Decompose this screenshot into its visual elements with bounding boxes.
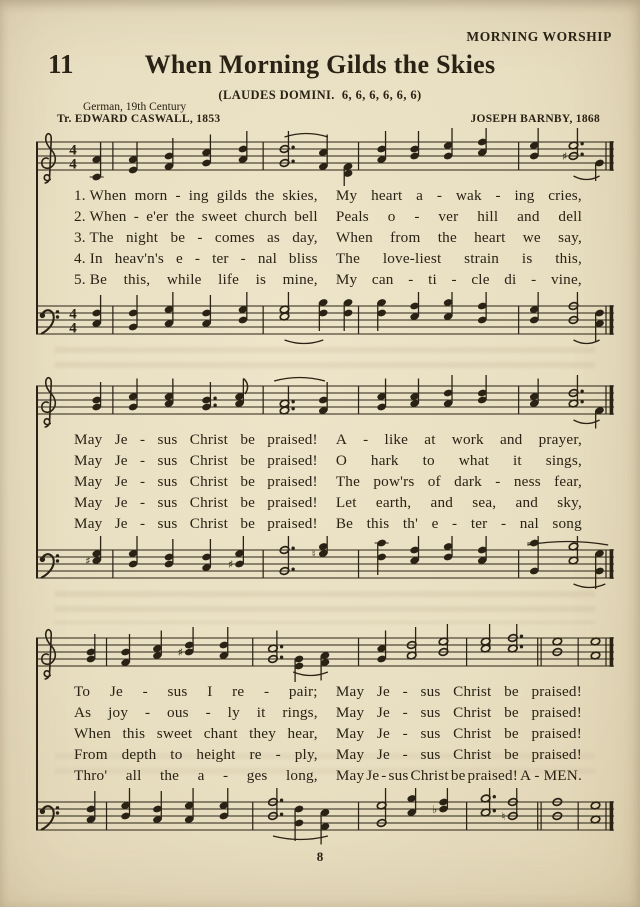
lyric-token: praised! bbox=[531, 704, 582, 721]
lyric-token: sus bbox=[420, 683, 441, 700]
lyric-token: re bbox=[232, 683, 245, 700]
lyric-token: hear, bbox=[287, 725, 318, 742]
lyric-token: - bbox=[402, 683, 408, 700]
lyric-token: the bbox=[159, 767, 180, 784]
lyric-token: be bbox=[240, 431, 256, 448]
lyric-token: Je bbox=[109, 683, 123, 700]
svg-text:♯: ♯ bbox=[227, 558, 234, 572]
lyric-token: - bbox=[531, 271, 537, 288]
lyric-token: Christ bbox=[410, 767, 449, 784]
lyric-token: morn bbox=[134, 187, 168, 204]
lyric-token: sus bbox=[157, 515, 178, 532]
translator-credit: Tr. EDWARD CASWALL, 1853 bbox=[57, 113, 221, 125]
lyric-token: O bbox=[335, 452, 347, 469]
lyric-token: 5. Be bbox=[74, 271, 108, 288]
lyric-token: as bbox=[266, 229, 281, 246]
lyric-token: May bbox=[335, 725, 365, 742]
lyric-token: work bbox=[451, 431, 484, 448]
lyric-token: - bbox=[144, 704, 151, 721]
lyric-token: this bbox=[122, 725, 146, 742]
lyric-token: sea, bbox=[472, 494, 497, 511]
lyric-phrase bbox=[74, 704, 318, 722]
lyric-token: Je bbox=[376, 725, 390, 742]
lyric-token: May bbox=[74, 431, 103, 448]
lyric-phrase bbox=[336, 704, 582, 722]
lyric-token: be bbox=[240, 452, 256, 469]
lyric-line bbox=[74, 229, 582, 250]
lyric-token: - bbox=[139, 515, 146, 532]
lyric-token: Christ bbox=[453, 725, 492, 742]
lyric-line bbox=[74, 187, 582, 208]
lyric-token: May bbox=[335, 704, 365, 721]
tune-name-meter: (LAUDES DOMINI. 6, 6, 6, 6, 6, 6) bbox=[218, 88, 422, 102]
lyric-token: - bbox=[402, 725, 408, 742]
music-system-2 bbox=[30, 372, 612, 594]
lyric-token: re bbox=[249, 746, 262, 763]
lyric-token: this bbox=[366, 515, 390, 532]
lyric-token: - bbox=[263, 683, 270, 700]
lyric-token: My bbox=[335, 187, 358, 204]
lyric-token: love-liest bbox=[382, 250, 442, 267]
verse-block-1 bbox=[74, 187, 582, 292]
lyric-token: I bbox=[207, 683, 213, 700]
lyric-token: be bbox=[240, 515, 256, 532]
lyric-token: be bbox=[504, 704, 519, 721]
system-barline bbox=[36, 142, 38, 334]
svg-text:4: 4 bbox=[69, 156, 77, 173]
lyric-token: Be bbox=[335, 515, 354, 532]
lyric-line bbox=[74, 452, 582, 473]
lyric-token: Je bbox=[114, 515, 128, 532]
lyric-token: di bbox=[504, 271, 517, 288]
lyric-token: - bbox=[408, 271, 414, 288]
lyric-phrase bbox=[74, 725, 318, 743]
lyric-token: praised! bbox=[267, 473, 318, 490]
lyric-token: o bbox=[387, 208, 396, 225]
lyric-phrase bbox=[336, 187, 582, 205]
lyric-token: Je bbox=[376, 704, 390, 721]
lyric-token: joy bbox=[108, 704, 129, 721]
page-number: 8 bbox=[316, 849, 324, 864]
lyric-token: dark bbox=[454, 473, 482, 490]
lyric-token: sings, bbox=[545, 452, 582, 469]
lyric-token: - bbox=[139, 473, 146, 490]
bass-staff bbox=[36, 536, 614, 594]
treble-staff bbox=[36, 624, 614, 682]
bass-staff bbox=[36, 292, 614, 350]
lyric-line bbox=[74, 431, 582, 452]
lyric-token: heart bbox=[371, 187, 403, 204]
lyric-token: bell bbox=[294, 208, 318, 225]
lyric-token: From bbox=[74, 746, 108, 763]
lyric-token: ness bbox=[513, 473, 541, 490]
lyric-token: ter bbox=[470, 515, 488, 532]
lyric-token: like bbox=[384, 431, 409, 448]
lyric-token: and bbox=[515, 494, 539, 511]
svg-text:4: 4 bbox=[69, 306, 77, 323]
lyric-phrase bbox=[336, 494, 582, 512]
lyric-token: Christ bbox=[189, 431, 229, 448]
lyric-token: the bbox=[175, 208, 195, 225]
lyric-line bbox=[74, 767, 582, 788]
lyric-phrase bbox=[74, 250, 318, 268]
lyric-phrase bbox=[74, 187, 318, 205]
lyric-token: ter bbox=[212, 250, 229, 267]
lyric-token: - bbox=[381, 767, 387, 784]
running-head: MORNING WORSHIP bbox=[466, 29, 612, 44]
lyric-token: is bbox=[255, 271, 267, 288]
lyric-token: - bbox=[495, 187, 501, 204]
lyric-token: all bbox=[125, 767, 142, 784]
lyric-token: - bbox=[205, 704, 211, 721]
lyric-token: height bbox=[196, 746, 236, 763]
lyric-token: - bbox=[452, 515, 458, 532]
lyric-token: ver bbox=[438, 208, 459, 225]
lyric-token: nal bbox=[519, 515, 539, 532]
lyric-token: can bbox=[371, 271, 394, 288]
lyric-token: Thro' bbox=[74, 767, 108, 784]
lyric-token: ges bbox=[246, 767, 268, 784]
lyric-token: comes bbox=[214, 229, 255, 246]
lyric-token: The bbox=[335, 250, 361, 267]
lyric-token: this, bbox=[555, 250, 582, 267]
lyric-token: gilds bbox=[216, 187, 248, 204]
lyric-token: - bbox=[197, 229, 203, 246]
lyric-token: Je bbox=[366, 767, 380, 784]
lyric-token: rings, bbox=[282, 704, 318, 721]
lyric-token: May bbox=[335, 746, 365, 763]
lyric-token: and bbox=[517, 208, 540, 225]
lyric-token: hark bbox=[370, 452, 399, 469]
lyric-line bbox=[74, 746, 582, 767]
lyric-phrase bbox=[74, 683, 318, 701]
lyric-token: sweet bbox=[201, 208, 238, 225]
lyric-phrase bbox=[336, 208, 582, 226]
lyric-token: praised! bbox=[267, 515, 318, 532]
lyric-token: Peals bbox=[335, 208, 369, 225]
lyric-token: ti bbox=[428, 271, 437, 288]
lyric-phrase bbox=[336, 725, 582, 743]
lyric-token: May bbox=[74, 515, 103, 532]
lyric-token: e'er bbox=[146, 208, 169, 225]
svg-text:4: 4 bbox=[69, 142, 77, 159]
lyric-token: Christ bbox=[189, 452, 229, 469]
lyric-token: vine, bbox=[550, 271, 582, 288]
lyric-token: Je bbox=[376, 683, 390, 700]
lyric-token: cries, bbox=[548, 187, 582, 204]
lyric-token: and bbox=[499, 431, 523, 448]
svg-text:♯: ♯ bbox=[562, 150, 568, 164]
lyric-phrase bbox=[336, 431, 582, 449]
lyric-phrase bbox=[74, 208, 318, 226]
lyric-token: - bbox=[436, 187, 443, 204]
lyric-phrase bbox=[74, 494, 318, 512]
lyric-token: hill bbox=[477, 208, 499, 225]
lyric-token: Je bbox=[114, 494, 128, 511]
svg-text:♯: ♯ bbox=[177, 646, 183, 660]
lyric-phrase bbox=[74, 767, 318, 785]
lyric-token: praised! bbox=[531, 725, 582, 742]
lyric-token: it bbox=[256, 704, 266, 721]
lyric-token: As bbox=[74, 704, 92, 721]
lyric-token: and bbox=[430, 494, 454, 511]
composer-credit: JOSEPH BARNBY, 1868 bbox=[470, 113, 600, 125]
lyric-token: May bbox=[74, 473, 103, 490]
lyric-token: heart bbox=[474, 229, 506, 246]
verse-block-3 bbox=[74, 683, 582, 788]
lyric-token: be bbox=[504, 683, 519, 700]
lyric-token: - bbox=[275, 746, 281, 763]
lyric-token: My bbox=[335, 271, 358, 288]
lyric-phrase bbox=[74, 746, 318, 764]
lyric-token: sus bbox=[157, 452, 178, 469]
lyric-phrase bbox=[74, 473, 318, 491]
lyric-token: - bbox=[500, 515, 507, 532]
lyric-token: a bbox=[416, 187, 424, 204]
lyric-token: be bbox=[240, 473, 256, 490]
lyric-token: be bbox=[240, 494, 256, 511]
lyric-token: sky, bbox=[557, 494, 582, 511]
lyric-phrase bbox=[74, 515, 318, 533]
lyric-token: sus bbox=[157, 494, 178, 511]
lyric-token: When bbox=[335, 229, 373, 246]
svg-text:♮: ♮ bbox=[501, 810, 506, 824]
lyric-phrase bbox=[336, 767, 582, 785]
lyric-token: sweet bbox=[156, 725, 193, 742]
lyric-phrase bbox=[336, 229, 582, 247]
lyric-phrase bbox=[336, 250, 582, 268]
lyric-token: praised! bbox=[267, 494, 318, 511]
lyric-token: A - MEN. bbox=[520, 767, 582, 784]
lyric-token: To bbox=[74, 683, 91, 700]
lyric-token: ing bbox=[188, 187, 209, 204]
lyric-token: praised! bbox=[531, 683, 582, 700]
lyric-token: depth bbox=[121, 746, 157, 763]
lyric-token: it bbox=[512, 452, 522, 469]
lyric-token: - bbox=[142, 683, 148, 700]
lyric-line bbox=[74, 208, 582, 229]
lyric-token: Christ bbox=[189, 515, 229, 532]
lyric-line bbox=[74, 704, 582, 725]
lyric-token: cle bbox=[471, 271, 490, 288]
lyric-token: wak bbox=[455, 187, 482, 204]
lyric-token: - bbox=[133, 208, 140, 225]
lyric-token: while bbox=[166, 271, 202, 288]
lyric-token: May bbox=[74, 452, 103, 469]
lyric-token: - bbox=[175, 187, 181, 204]
bass-staff bbox=[36, 788, 614, 846]
lyric-line bbox=[74, 271, 582, 292]
lyric-token: the bbox=[255, 187, 275, 204]
lyric-token: nal bbox=[257, 250, 277, 267]
lyric-token: The bbox=[335, 473, 361, 490]
lyric-token: praised! bbox=[531, 746, 582, 763]
lyric-line bbox=[74, 473, 582, 494]
lyric-token: a bbox=[197, 767, 205, 784]
lyric-token: ply, bbox=[294, 746, 318, 763]
lyric-token: chant bbox=[203, 725, 238, 742]
lyric-token: sus bbox=[420, 725, 441, 742]
lyric-token: ous bbox=[167, 704, 189, 721]
lyric-token: - bbox=[402, 704, 408, 721]
lyric-token: May bbox=[335, 767, 365, 784]
lyric-token: - bbox=[222, 767, 229, 784]
lyric-token: earth, bbox=[375, 494, 412, 511]
lyric-token: long, bbox=[286, 767, 318, 784]
lyric-token: church bbox=[244, 208, 288, 225]
system-barline bbox=[36, 386, 38, 578]
lyric-token: sus bbox=[157, 431, 178, 448]
lyric-token: Christ bbox=[453, 746, 492, 763]
lyric-phrase bbox=[336, 271, 582, 289]
lyric-token: Christ bbox=[453, 683, 492, 700]
lyric-line bbox=[74, 683, 582, 704]
lyric-token: pair; bbox=[288, 683, 318, 700]
lyric-token: day, bbox=[292, 229, 318, 246]
lyric-token: be bbox=[170, 229, 186, 246]
treble-staff bbox=[36, 128, 614, 186]
treble-staff bbox=[36, 372, 614, 430]
lyric-phrase bbox=[74, 271, 318, 289]
lyric-token: life bbox=[218, 271, 240, 288]
lyric-token: - bbox=[414, 208, 420, 225]
lyric-token: mine, bbox=[282, 271, 318, 288]
svg-text:4: 4 bbox=[69, 320, 77, 337]
svg-text:♭: ♭ bbox=[431, 803, 438, 817]
lyric-token: e bbox=[431, 515, 439, 532]
music-system-3 bbox=[30, 624, 612, 846]
lyric-token: - bbox=[402, 746, 408, 763]
lyric-token: strain bbox=[464, 250, 500, 267]
lyric-token: 2. When bbox=[74, 208, 127, 225]
hymn-title: When Morning Gilds the Skies bbox=[144, 50, 496, 79]
svg-text:♯: ♯ bbox=[85, 554, 91, 568]
lyric-token: th' bbox=[402, 515, 419, 532]
lyric-phrase bbox=[336, 683, 582, 701]
lyric-token: be bbox=[504, 746, 519, 763]
lyric-token: fear, bbox=[554, 473, 582, 490]
lyric-token: praised! bbox=[267, 431, 318, 448]
lyric-token: to bbox=[170, 746, 183, 763]
system-barline bbox=[36, 638, 38, 830]
lyric-token: pow'rs bbox=[373, 473, 415, 490]
lyric-phrase bbox=[336, 452, 582, 470]
lyric-token: be bbox=[450, 767, 466, 784]
lyric-token: - bbox=[495, 473, 501, 490]
lyric-token: 4. In bbox=[74, 250, 103, 267]
lyric-line bbox=[74, 494, 582, 515]
lyric-token: - bbox=[139, 452, 146, 469]
lyric-token: bliss bbox=[288, 250, 318, 267]
lyric-token: - bbox=[194, 250, 201, 267]
lyric-token: - bbox=[139, 494, 146, 511]
lyric-token: May bbox=[74, 494, 103, 511]
lyric-token: ing bbox=[514, 187, 535, 204]
lyric-token: we bbox=[522, 229, 541, 246]
lyric-phrase bbox=[336, 515, 582, 533]
lyric-line bbox=[74, 515, 582, 536]
lyric-token: sus bbox=[420, 704, 441, 721]
lyric-token: May bbox=[335, 683, 365, 700]
lyric-token: from bbox=[390, 229, 421, 246]
lyric-token: - bbox=[451, 271, 457, 288]
lyric-token: Christ bbox=[189, 473, 229, 490]
lyric-token: sus bbox=[388, 767, 409, 784]
hymn-number: 11 bbox=[48, 49, 74, 79]
lyric-token: sus bbox=[420, 746, 441, 763]
lyric-line bbox=[74, 250, 582, 271]
lyric-token: - bbox=[363, 431, 369, 448]
lyric-token: be bbox=[504, 725, 519, 742]
lyric-token: praised! bbox=[267, 452, 318, 469]
lyric-token: Je bbox=[114, 452, 128, 469]
lyric-phrase bbox=[74, 431, 318, 449]
lyric-token: night bbox=[125, 229, 159, 246]
lyric-token: is bbox=[521, 250, 533, 267]
lyric-token: When bbox=[74, 725, 112, 742]
lyric-token: of bbox=[427, 473, 441, 490]
lyric-token: the bbox=[437, 229, 457, 246]
lyric-token: say, bbox=[558, 229, 582, 246]
lyric-phrase bbox=[74, 229, 318, 247]
lyric-token: song bbox=[552, 515, 582, 532]
lyric-token: - bbox=[240, 250, 246, 267]
lyric-token: sus bbox=[167, 683, 188, 700]
music-system-1 bbox=[30, 128, 612, 350]
lyric-token: Je bbox=[376, 746, 390, 763]
lyric-token: e bbox=[175, 250, 183, 267]
lyric-token: they bbox=[249, 725, 277, 742]
lyric-token: 1. When bbox=[74, 187, 127, 204]
lyric-token: sus bbox=[157, 473, 178, 490]
lyric-line bbox=[74, 725, 582, 746]
verse-block-2 bbox=[74, 431, 582, 536]
lyric-token: what bbox=[458, 452, 490, 469]
lyric-token: dell bbox=[558, 208, 582, 225]
lyric-token: Je bbox=[114, 431, 128, 448]
lyric-token: Christ bbox=[453, 704, 492, 721]
lyric-token: prayer, bbox=[538, 431, 582, 448]
lyric-token: Let bbox=[335, 494, 357, 511]
lyric-token: this, bbox=[123, 271, 151, 288]
lyric-token: praised! bbox=[467, 767, 519, 784]
svg-text:♮: ♮ bbox=[311, 547, 316, 561]
lyric-token: Christ bbox=[189, 494, 229, 511]
lyric-phrase bbox=[336, 746, 582, 764]
lyric-token: 3. The bbox=[74, 229, 114, 246]
lyric-token: A bbox=[335, 431, 347, 448]
lyric-phrase bbox=[74, 452, 318, 470]
lyric-token: to bbox=[422, 452, 435, 469]
lyric-token: - bbox=[139, 431, 146, 448]
lyric-phrase bbox=[336, 473, 582, 491]
lyric-token: heav'n's bbox=[114, 250, 165, 267]
lyric-token: skies, bbox=[282, 187, 318, 204]
lyric-token: ly bbox=[227, 704, 240, 721]
lyric-token: at bbox=[424, 431, 436, 448]
text-origin: German, 19th Century bbox=[83, 101, 187, 113]
lyric-token: Je bbox=[114, 473, 128, 490]
